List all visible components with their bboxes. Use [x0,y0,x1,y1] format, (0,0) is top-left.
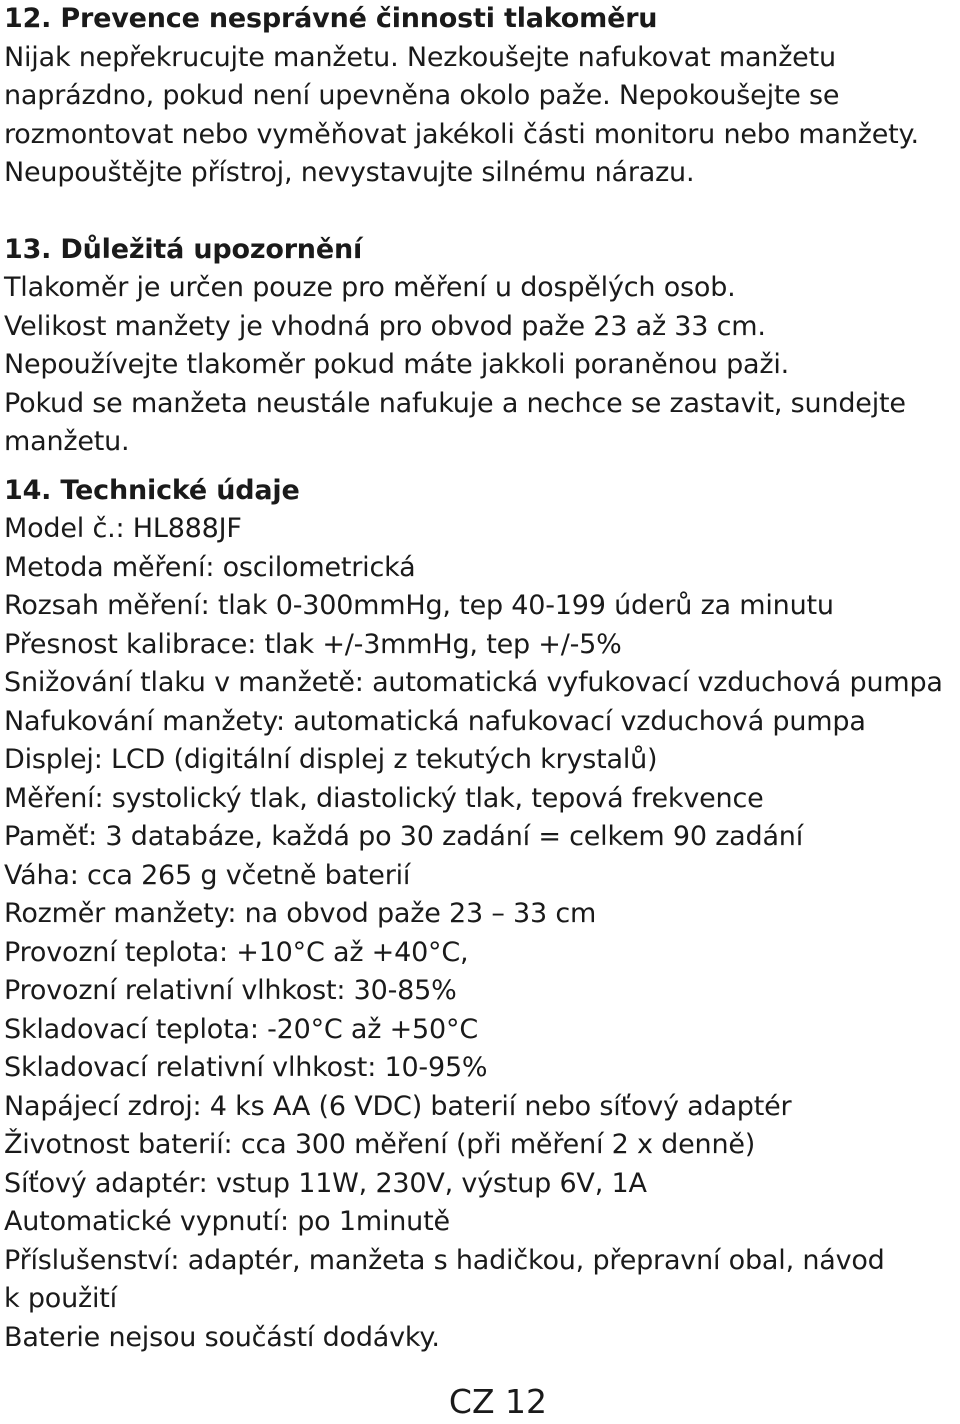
spec-line: Síťový adaptér: vstup 11W, 230V, výstup 6V, 1A [4,1167,647,1199]
section-prevence [4,0,956,193]
paragraph-line: Nepoužívejte tlakoměr pokud máte jakkoli poraněnou paži. [4,349,790,380]
paragraph-line: Nijak nepřekrucujte manžetu. Nezkoušejte nafukovat manžetu [4,41,836,73]
spec-line: Životnost baterií: cca 300 měření (při měření 2 x denně) [4,1129,756,1160]
spec-line: Baterie nejsou součástí dodávky. [4,1321,440,1353]
section-technicke-udaje [4,472,956,1358]
paragraph-line: naprázdno, pokud není upevněna okolo paže. Nepokoušejte se [4,80,840,111]
spec-line: Měření: systolický tlak, diastolický tlak, tepová frekvence [4,782,764,814]
section-upozorneni [4,231,956,462]
section-spacer [4,462,956,472]
spec-line: Napájecí zdroj: 4 ks AA (6 VDC) baterií nebo síťový adaptér [4,1090,792,1122]
spec-line: Rozměr manžety: na obvod paže 23 – 33 cm [4,898,597,929]
paragraph-line: Neupouštějte přístroj, nevystavujte silnému nárazu. [4,157,695,188]
spec-line: Skladovací teplota: -20°C až +50°C [4,1013,478,1045]
spec-line: Přesnost kalibrace: tlak +/-3mmHg, tep +/-5% [4,628,622,660]
paragraph-line: manžetu. [4,426,130,457]
paragraph-line: Tlakoměr je určen pouze pro měření u dospělých osob. [4,272,736,303]
section-heading: 13. Důležitá upozornění [4,233,363,265]
spec-line: Model č.: HL888JF [4,513,242,544]
spec-line: Displej: LCD (digitální displej z tekutých krystalů) [4,744,658,775]
page-number: CZ 12 [448,1382,548,1421]
spec-line: Snižování tlaku v manžetě: automatická vyfukovací vzduchová pumpa [4,667,943,698]
spec-line: Nafukování manžety: automatická nafukovací vzduchová pumpa [4,705,866,737]
document-page [4,0,956,1357]
spec-line: Provozní teplota: +10°C až +40°C, [4,936,469,968]
paragraph-line: Pokud se manžeta neustále nafukuje a nechce se zastavit, sundejte [4,387,906,419]
spec-line: Váha: cca 265 g včetně baterií [4,859,411,891]
spec-line: Provozní relativní vlhkost: 30-85% [4,975,457,1006]
section-heading: 14. Technické údaje [4,474,300,506]
spec-line: Příslušenství: adaptér, manžeta s hadičkou, přepravní obal, návod [4,1244,885,1276]
spec-line: Paměť: 3 databáze, každá po 30 zadání = celkem 90 zadání [4,821,804,852]
spec-line: Skladovací relativní vlhkost: 10-95% [4,1052,488,1083]
paragraph-line: Velikost manžety je vhodná pro obvod paže 23 až 33 cm. [4,310,766,342]
paragraph-line: rozmontovat nebo vyměňovat jakékoli části monitoru nebo manžety. [4,118,919,150]
spec-line: Automatické vypnutí: po 1minutě [4,1206,450,1237]
spec-line: Metoda měření: oscilometrická [4,551,416,583]
spec-line: k použití [4,1283,117,1314]
section-heading: 12. Prevence nesprávné činnosti tlakoměru [4,3,658,34]
spec-line: Rozsah měření: tlak 0-300mmHg, tep 40-199 úderů za minutu [4,590,834,621]
section-spacer [4,193,956,231]
